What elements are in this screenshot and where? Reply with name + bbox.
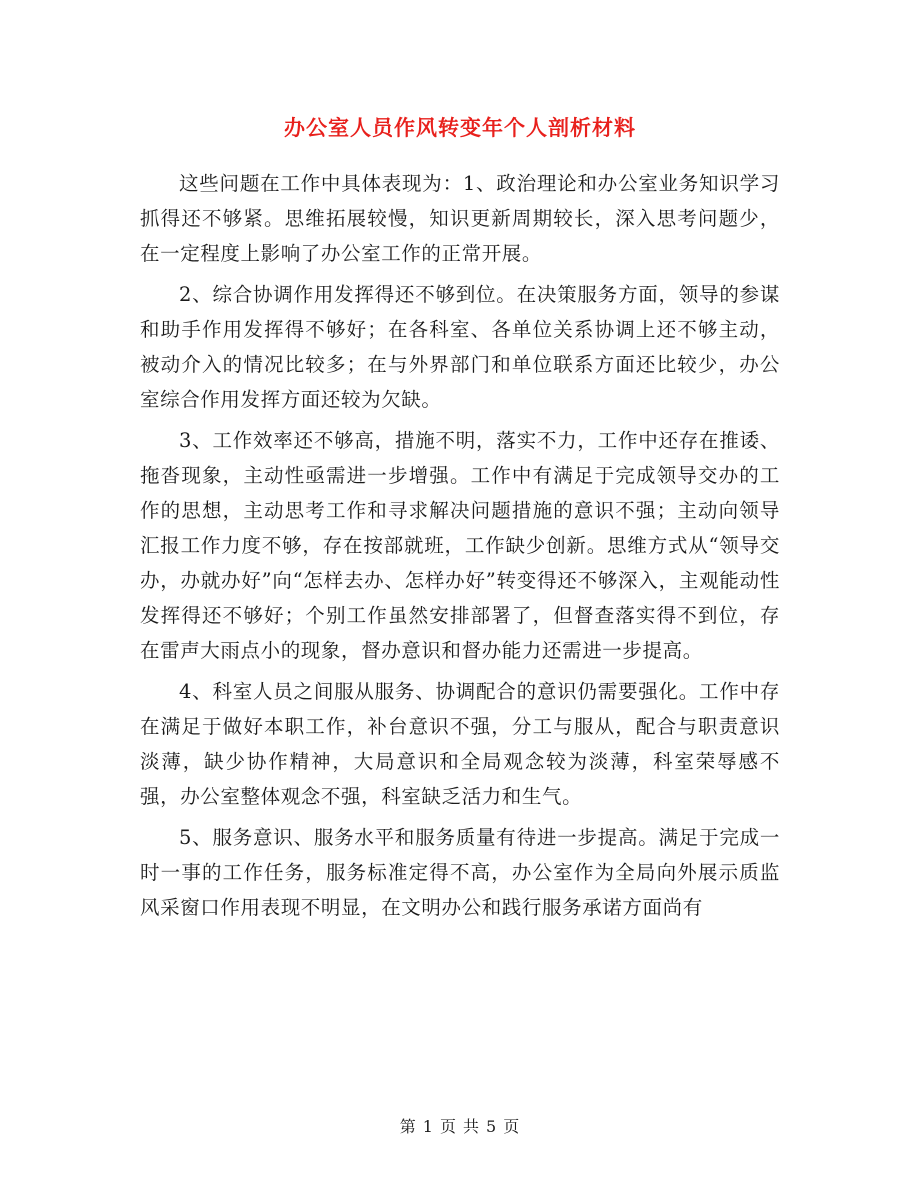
footer-suffix: 页 <box>503 1117 521 1136</box>
footer-middle: 页 共 <box>439 1117 481 1136</box>
footer-page-number: 1 <box>422 1117 434 1136</box>
paragraph-5: 5、服务意识、服务水平和服务质量有待进一步提高。满足于完成一时一事的工作任务，服务标准定得不高，办公室作为全局向外展示质监风采窗口作用表现不明显，在文明办公和践行服务承诺方面尚有 <box>140 826 780 919</box>
footer-prefix: 第 <box>399 1117 417 1136</box>
document-title: 办公室人员作风转变年个人剖析材料 <box>284 115 636 140</box>
document-body <box>140 166 780 931</box>
footer-total-pages: 5 <box>486 1117 498 1136</box>
paragraph-3: 3、工作效率还不够高，措施不明，落实不力，工作中还存在推诿、拖沓现象，主动性亟需进一步增强。工作中有满足于完成领导交办的工作的思想，主动思考工作和寻求解决问题措施的意识不强；主动向领导汇报工作力度不够，存在按部就班，工作缺少创新。思维方式从“领导交办，办就办好”向“怎样去办、怎样办好”转变得还不够深入，主观能动性发挥得还不够好；个别工作虽然安排部署了，但督查落实得不到位，存在雷声大雨点小的现象，督办意识和督办能力还需进一步提高。 <box>140 429 780 662</box>
paragraph-1: 这些问题在工作中具体表现为：1、政治理论和办公室业务知识学习抓得还不够紧。思维拓展较慢，知识更新周期较长，深入思考问题少，在一定程度上影响了办公室工作的正常开展。 <box>140 172 780 265</box>
paragraph-2: 2、综合协调作用发挥得还不够到位。在决策服务方面，领导的参谋和助手作用发挥得不够好；在各科室、各单位关系协调上还不够主动，被动介入的情况比较多；在与外界部门和单位联系方面还比较少，办公室综合作用发挥方面还较为欠缺。 <box>140 283 780 411</box>
page-footer <box>0 1114 920 1137</box>
paragraph-4: 4、科室人员之间服从服务、协调配合的意识仍需要强化。工作中存在满足于做好本职工作，补台意识不强，分工与服从，配合与职责意识淡薄，缺少协作精神，大局意识和全局观念较为淡薄，科室荣辱感不强，办公室整体观念不强，科室缺乏活力和生气。 <box>140 680 780 808</box>
